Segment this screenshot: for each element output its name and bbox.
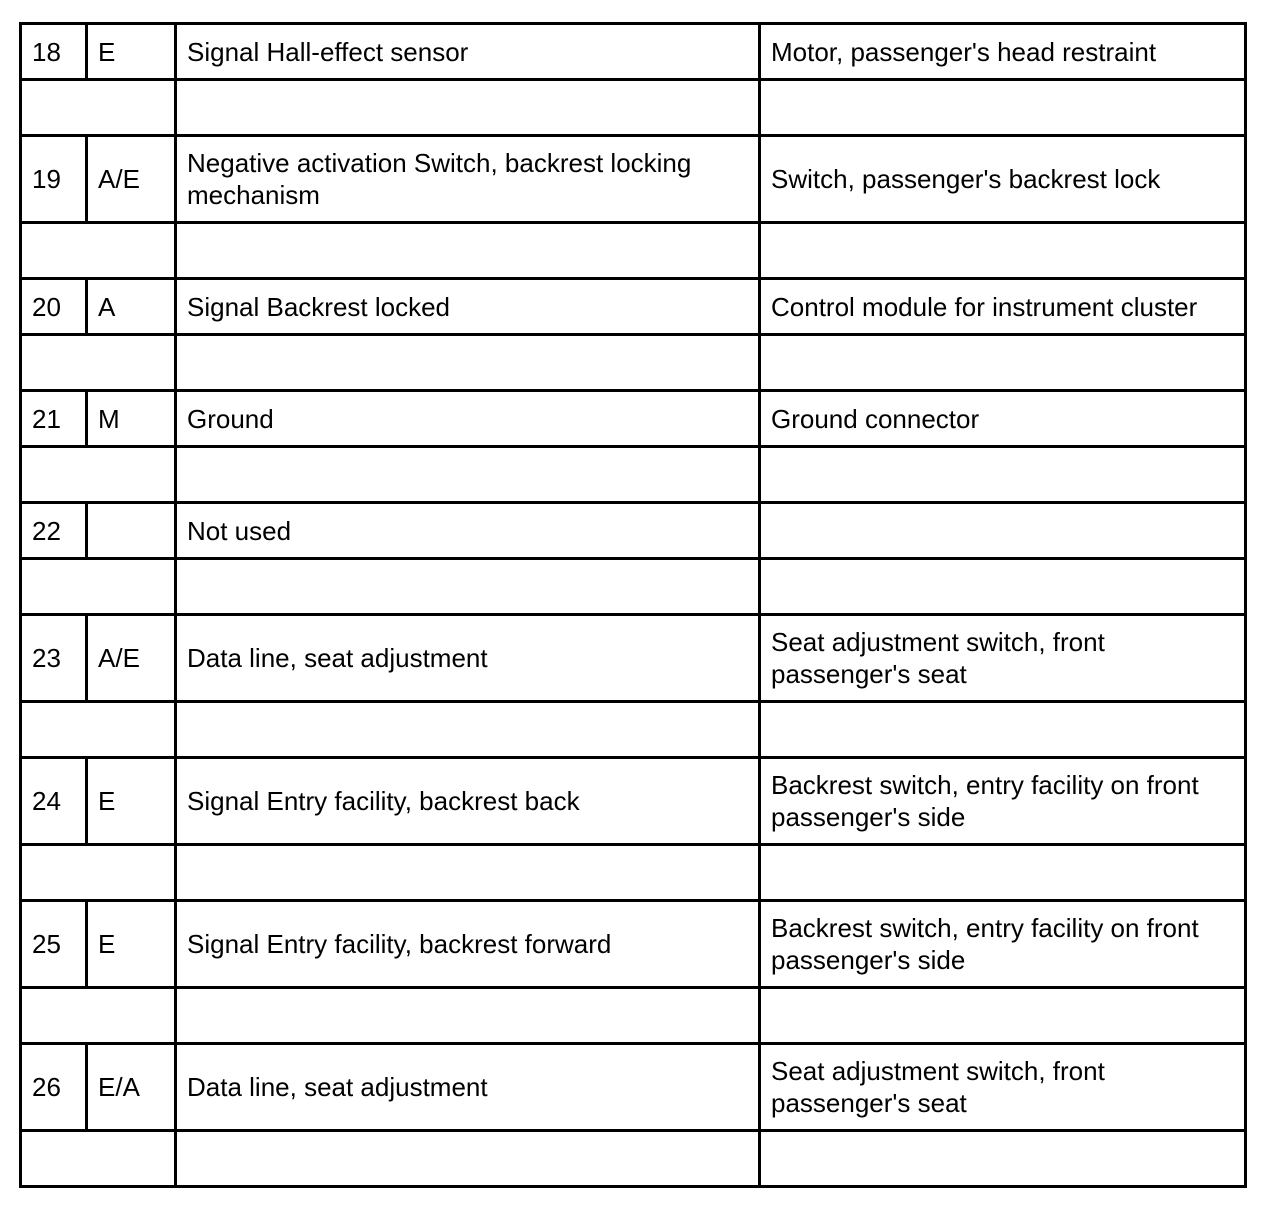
pin-cell: 26 (21, 1044, 87, 1131)
component-cell: Ground connector (760, 391, 1246, 447)
table-row (21, 24, 1246, 80)
type-cell: A/E (87, 136, 176, 223)
empty-cell (176, 1131, 760, 1187)
type-cell: M (87, 391, 176, 447)
function-cell: Data line, seat adjustment (176, 1044, 760, 1131)
empty-cell (176, 335, 760, 391)
empty-cell (21, 845, 176, 901)
type-cell: E/A (87, 1044, 176, 1131)
empty-cell (760, 223, 1246, 279)
component-cell: Seat adjustment switch, front passenger's seat (760, 1044, 1246, 1131)
type-cell: A (87, 279, 176, 335)
table-row (21, 391, 1246, 447)
empty-cell (21, 988, 176, 1044)
function-cell: Negative activation Switch, backrest locking mechanism (176, 136, 760, 223)
pin-cell: 20 (21, 279, 87, 335)
component-cell: Backrest switch, entry facility on front passenger's side (760, 758, 1246, 845)
table-row (21, 503, 1246, 559)
function-cell: Ground (176, 391, 760, 447)
table-row (21, 901, 1246, 988)
component-cell: Switch, passenger's backrest lock (760, 136, 1246, 223)
table-row (21, 615, 1246, 702)
component-cell: Backrest switch, entry facility on front passenger's side (760, 901, 1246, 988)
empty-cell (176, 845, 760, 901)
component-cell (760, 503, 1246, 559)
spacer-row (21, 447, 1246, 503)
function-cell: Not used (176, 503, 760, 559)
empty-cell (760, 80, 1246, 136)
function-cell: Signal Backrest locked (176, 279, 760, 335)
empty-cell (21, 335, 176, 391)
component-cell: Motor, passenger's head restraint (760, 24, 1246, 80)
pin-cell: 23 (21, 615, 87, 702)
empty-cell (176, 80, 760, 136)
spacer-row (21, 559, 1246, 615)
empty-cell (760, 559, 1246, 615)
spacer-row (21, 702, 1246, 758)
function-cell: Signal Entry facility, backrest forward (176, 901, 760, 988)
pin-cell: 21 (21, 391, 87, 447)
empty-cell (760, 335, 1246, 391)
empty-cell (21, 223, 176, 279)
spacer-row (21, 1131, 1246, 1187)
table-row (21, 1044, 1246, 1131)
spacer-row (21, 988, 1246, 1044)
spacer-row (21, 223, 1246, 279)
type-cell: A/E (87, 615, 176, 702)
empty-cell (176, 559, 760, 615)
empty-cell (760, 845, 1246, 901)
empty-cell (760, 1131, 1246, 1187)
component-cell: Control module for instrument cluster (760, 279, 1246, 335)
spacer-row (21, 845, 1246, 901)
empty-cell (760, 988, 1246, 1044)
empty-cell (760, 447, 1246, 503)
type-cell: E (87, 758, 176, 845)
empty-cell (176, 988, 760, 1044)
table-row (21, 136, 1246, 223)
pin-assignment-table (19, 22, 1247, 1188)
type-cell (87, 503, 176, 559)
empty-cell (21, 559, 176, 615)
empty-cell (21, 702, 176, 758)
type-cell: E (87, 901, 176, 988)
pin-cell: 25 (21, 901, 87, 988)
function-cell: Data line, seat adjustment (176, 615, 760, 702)
spacer-row (21, 80, 1246, 136)
function-cell: Signal Hall-effect sensor (176, 24, 760, 80)
spacer-row (21, 335, 1246, 391)
empty-cell (21, 447, 176, 503)
function-cell: Signal Entry facility, backrest back (176, 758, 760, 845)
empty-cell (176, 702, 760, 758)
pin-cell: 18 (21, 24, 87, 80)
empty-cell (176, 447, 760, 503)
pin-cell: 19 (21, 136, 87, 223)
component-cell: Seat adjustment switch, front passenger's seat (760, 615, 1246, 702)
table-row (21, 279, 1246, 335)
table-body (21, 24, 1246, 1187)
type-cell: E (87, 24, 176, 80)
empty-cell (760, 702, 1246, 758)
pin-cell: 22 (21, 503, 87, 559)
empty-cell (176, 223, 760, 279)
pin-cell: 24 (21, 758, 87, 845)
table-row (21, 758, 1246, 845)
empty-cell (21, 1131, 176, 1187)
empty-cell (21, 80, 176, 136)
